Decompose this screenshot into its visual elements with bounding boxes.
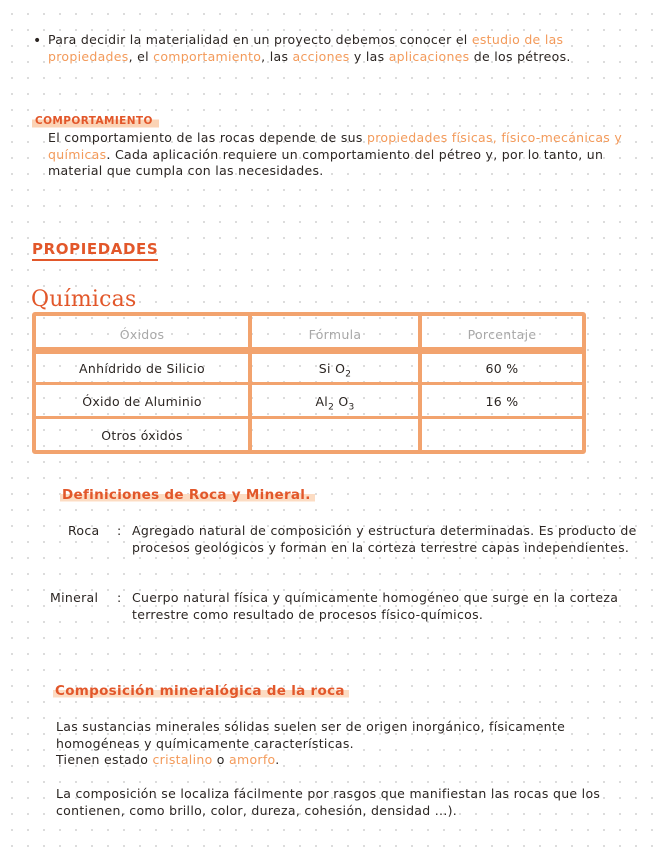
body-text: El comportamiento de las rocas depende de sus — [48, 130, 367, 145]
intro-text: Para decidir la materialidad en un proyecto debemos conocer el — [48, 32, 472, 47]
body-text: . — [275, 752, 280, 767]
roca-definition: Agregado natural de composición y estructura determinadas. Es producto de procesos geológicos y forman en la corteza terrestre capas independientes. — [132, 523, 637, 555]
table-row-divider — [32, 382, 586, 385]
table-cell-name: Anhídrido de Silicio — [79, 361, 205, 376]
table-cell-name: Óxido de Aluminio — [82, 394, 202, 409]
table-row-divider — [32, 416, 586, 419]
formula-element: O — [335, 361, 346, 376]
table-cell-percent: 16 % — [485, 394, 519, 409]
roca-colon: : — [117, 523, 122, 538]
table-cell-formula — [252, 361, 418, 380]
mineral-term: Mineral — [50, 590, 99, 605]
formula-subscript: 2 — [345, 369, 352, 380]
body-text: Tienen estado — [56, 752, 153, 767]
highlight-comportamiento: comportamiento — [153, 48, 262, 64]
mineral-colon: : — [117, 590, 122, 605]
table-cell-formula — [252, 394, 418, 413]
roca-term: Roca — [68, 523, 100, 538]
oxides-table — [32, 312, 586, 454]
quimicas-heading: Químicas — [31, 287, 137, 312]
highlight-amorfo: amorfo — [229, 752, 276, 767]
intro-text: , las — [261, 48, 293, 64]
table-header-porcentaje: Porcentaje — [467, 327, 537, 342]
definiciones-heading: Definiciones de Roca y Mineral. — [60, 487, 315, 503]
composicion-paragraph-1: Las sustancias minerales sólidas suelen ser de origen inorgánico, físicamente homogéneas y químicamente características. — [56, 719, 566, 751]
composicion-paragraph-2 — [56, 752, 616, 769]
body-text: o — [212, 752, 230, 767]
body-text: . Cada aplicación requiere un comportamiento del pétreo y, por lo tanto, un material que cumpla con las necesidades. — [48, 146, 604, 178]
highlight-acciones: acciones — [292, 48, 350, 64]
table-header-divider — [32, 347, 586, 354]
intro-text: , el — [128, 48, 154, 64]
bullet-dot: • — [33, 33, 42, 49]
propiedades-heading: PROPIEDADES — [32, 240, 158, 261]
highlight-cristalino: cristalino — [152, 752, 213, 767]
table-cell-percent: 60 % — [485, 361, 519, 376]
intro-text: de los pétreos. — [469, 48, 571, 64]
mineral-definition: Cuerpo natural física y químicamente homogéneo que surge en la corteza terrestre como resultado de procesos físico-químicos. — [132, 590, 619, 622]
intro-text: y las — [349, 48, 389, 64]
table-header-oxidos: Óxidos — [119, 327, 165, 342]
comportamiento-paragraph — [48, 130, 634, 180]
formula-element: Al — [315, 394, 329, 409]
formula-subscript: 2 — [328, 402, 335, 413]
formula-element: Si — [318, 361, 331, 376]
composicion-heading: Composición mineralógica de la roca — [53, 683, 349, 699]
highlight-propiedades: propiedades físicas, físico-mecánicas y químicas — [48, 130, 623, 162]
table-header-formula: Fórmula — [308, 327, 362, 342]
highlight-estudio: estudio de las propiedades — [48, 32, 564, 64]
composicion-paragraph-3: La composición se localiza fácilmente por rasgos que manifiestan las rocas que los contienen, como brillo, color, dureza, cohesión, densidad ...). — [56, 786, 601, 818]
highlight-aplicaciones: aplicaciones — [388, 48, 470, 64]
table-cell-name: Otros óxidos — [101, 428, 183, 443]
comportamiento-heading: COMPORTAMIENTO — [32, 114, 159, 128]
formula-element: O — [338, 394, 349, 409]
intro-paragraph — [48, 32, 634, 65]
formula-subscript: 3 — [348, 402, 355, 413]
